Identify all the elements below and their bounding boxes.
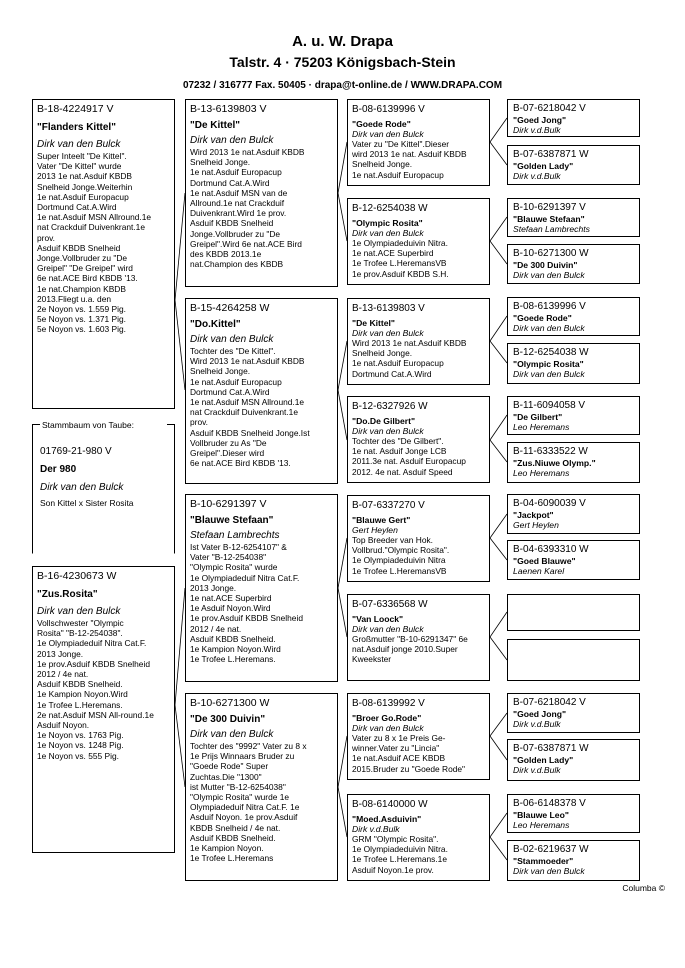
description: Vollschwester "Olympic Rosita" "B-12-254038". 1e Olympiadeduif Nitra Cat.F. 2013 Jonge. 1e prov.Asduif KBDB Snelheid 2012 / 4e nat. Asduif KBDB Snelheid. 1e Kampion Noyon.Wird 1e Trofee L.Heremans. 2e nat.Asduif MSN All-round.1e Asduif Noyon. 1e Noyon vs. 1763 Pig. 1e Noyon vs. 1248 Pig. 1e Noyon vs. 555 Pig. (37, 618, 154, 761)
subject-name: Der 980 (40, 464, 77, 475)
breeder: Dirk v.d.Bulk (513, 171, 561, 181)
breeder: Dirk van den Bulck (352, 228, 424, 238)
connector-line (175, 300, 185, 390)
pigeon-name: "Zus.Niuwe Olymp." (513, 458, 596, 468)
great-grandparent-card-8[interactable] (347, 794, 490, 881)
ancestor-card-2[interactable] (507, 145, 640, 185)
ancestor-card-9[interactable] (507, 494, 640, 534)
pigeon-name: "Goede Rode" (352, 119, 411, 129)
pigeon-name: "De 300 Duivin" (190, 714, 266, 725)
connector-line (490, 612, 507, 637)
connector-line (490, 142, 507, 165)
connector-line (490, 241, 507, 264)
great-grandparent-card-2[interactable] (347, 198, 490, 285)
ancestor-card-14[interactable] (507, 739, 640, 781)
great-grandparent-card-6[interactable] (347, 594, 490, 681)
pigeon-name: "De 300 Duivin" (513, 260, 578, 270)
pigeon-name: "Golden Lady" (513, 161, 574, 171)
ring-number: B-10-6271300 W (513, 248, 589, 259)
ring-number: B-06-6148378 V (513, 798, 586, 809)
connector-line (338, 193, 347, 241)
pigeon-name: "Zus.Rosita" (37, 589, 98, 600)
connector-line (338, 142, 347, 193)
description: Tochter des "De Gilbert". 1e nat. Asduif Jonge LCB 2011.3e nat. Asduif Europacup 2012. 4e nat. Asduif Speed (352, 436, 466, 477)
description: Top Breeder van Hok. Vollbrud."Olympic Rosita". 1e Olympiadeduivin Nitra 1e Trofee L.HeremansVB (352, 535, 450, 576)
connector-line (338, 787, 347, 837)
connector-line (175, 588, 185, 705)
subject-info: Son Kittel x Sister Rosita (40, 498, 134, 508)
pigeon-name: "Flanders Kittel" (37, 122, 116, 133)
pigeon-name: "Goed Jong" (513, 115, 567, 125)
ancestor-card-12-empty[interactable] (507, 639, 640, 681)
ancestor-card-16[interactable] (507, 840, 640, 881)
breeder: Dirk van den Bulck (513, 270, 585, 280)
description: Wird 2013 1e nat.Asduif KBDB Snelheid Jonge. 1e nat.Asduif Europacup Dortmund Cat.A.Wird 1e nat.Asduif MSN van de Allround.1e nat Crackduif Duivenkrant.Wird 1e prov. Asduif KBDB Snelheid Jonge.Vollbruder zu "De Greipel".Wird 6e nat.ACE Bird des KBDB 2013.1e nat.Champion des KBDB (190, 147, 305, 270)
ring-number: B-12-6327926 W (352, 401, 428, 412)
ring-number: B-07-6387871 W (513, 149, 589, 160)
breeder: Dirk van den Bulck (190, 334, 274, 345)
subject-ring: 01769-21-980 V (40, 446, 112, 457)
ring-number: B-07-6218042 V (513, 697, 586, 708)
connector-line (490, 813, 507, 837)
pigeon-name: "Van Loock" (352, 614, 404, 624)
ring-number: B-12-6254038 W (352, 203, 428, 214)
ring-number: B-11-6094058 V (513, 400, 586, 411)
connector-line (175, 705, 185, 787)
ring-number: B-13-6139803 V (190, 103, 267, 115)
pigeon-name: "Goede Rode" (513, 313, 572, 323)
ring-number: B-16-4230673 W (37, 570, 117, 582)
ring-number: B-08-6139996 V (352, 104, 425, 115)
breeder: Leo Heremans (513, 820, 570, 830)
grandparent-card-2[interactable] (185, 298, 338, 484)
breeder: Dirk van den Bulck (513, 866, 585, 876)
ancestor-card-1[interactable] (507, 99, 640, 137)
pigeon-name: "Blauwe Stefaan" (190, 515, 274, 526)
great-grandparent-card-5[interactable] (347, 495, 490, 582)
breeder: Stefaan Lambrechts (190, 530, 280, 541)
breeder: Dirk van den Bulck (352, 723, 424, 733)
ring-number: B-15-4264258 W (190, 302, 270, 314)
connector-line (490, 736, 507, 760)
connector-line (490, 837, 507, 860)
breeder: Dirk van den Bulck (37, 139, 121, 150)
ancestor-card-10[interactable] (507, 540, 640, 580)
breeder: Dirk v.d.Bulk (352, 824, 400, 834)
subject-breeder: Dirk van den Bulck (40, 482, 124, 493)
ring-number: B-08-6139996 V (513, 301, 586, 312)
pigeon-name: "De Kittel" (190, 120, 241, 131)
connector-line (338, 538, 347, 588)
breeder: Dirk van den Bulck (352, 129, 424, 139)
ring-number: B-10-6271300 W (190, 697, 270, 709)
subject-pigeon (32, 414, 175, 554)
connector-line (338, 588, 347, 637)
pigeon-name: "Blauwe Gert" (352, 515, 411, 525)
breeder: Dirk v.d.Bulk (513, 719, 561, 729)
ring-number: B-08-6140000 W (352, 799, 428, 810)
connector-line (338, 390, 347, 440)
connector-line (338, 736, 347, 787)
ancestor-card-5[interactable] (507, 297, 640, 336)
breeder: Dirk van den Bulck (513, 323, 585, 333)
description: Tochter des "De Kittel". Wird 2013 1e nat.Asduif KBDB Snelheid Jonge. 1e nat.Asduif Europacup Dortmund Cat.A.Wird 1e nat.Asduif MSN Allround.1e nat Crackduif Duivenkrant.1e prov. Asduif KBDB Snelheid Jonge.Ist Vollbruder zu As "De Greipel".Dieser wird 6e nat.ACE Bird KBDB '13. (190, 346, 310, 469)
description: Vater zu "De Kittel".Dieser wird 2013 1e nat. Asduif KBDB Snelheid Jonge. 1e nat.Asduif Europacup (352, 139, 467, 180)
ring-number: B-07-6218042 V (513, 103, 586, 114)
ring-number: B-07-6337270 V (352, 500, 425, 511)
breeder-address: Talstr. 4 · 75203 Königsbach-Stein (229, 54, 456, 70)
breeder: Stefaan Lambrechts (513, 224, 590, 234)
description: Tochter des "9992" Vater zu 8 x 1e Prijs Winnaars Bruder zu "Goede Rode" Super Zuchtas.Die "1300" ist Mutter "B-12-6254038" "Olympic Rosita" wurde 1e Olympiadeduif Nitra Cat.F. 1e Asduif Noyon. 1e prov.Asduif KBDB Snelheid / 4e nat. Asduif KBDB Snelheid. 1e Kampion Noyon. 1e Trofee L.Heremans (190, 741, 307, 864)
ancestor-card-6[interactable] (507, 343, 640, 384)
breeder: Dirk van den Bulck (352, 328, 424, 338)
pigeon-name: "Jackpot" (513, 510, 554, 520)
breeder: Leo Heremans (513, 468, 570, 478)
connector-line (490, 118, 507, 142)
connector-line (338, 341, 347, 390)
breeder: Gert Heylen (513, 520, 559, 530)
ring-number: B-04-6090039 V (513, 498, 586, 509)
connector-line (490, 415, 507, 440)
description: Wird 2013 1e nat.Asduif KBDB Snelheid Jonge. 1e nat.Asduif Europacup Dortmund Cat.A.Wird (352, 338, 467, 379)
breeder: Laenen Karel (513, 566, 565, 576)
connector-line (490, 514, 507, 538)
great-grandparent-card-3[interactable] (347, 298, 490, 385)
breeder-contact: 07232 / 316777 Fax. 50405 · drapa@t-online.de / WWW.DRAPA.COM (182, 80, 503, 91)
ring-number: B-13-6139803 V (352, 303, 425, 314)
breeder: Dirk van den Bulck (352, 426, 424, 436)
grandparent-card-3[interactable] (185, 494, 338, 682)
ring-number: B-10-6291397 V (513, 202, 586, 213)
mother-card[interactable] (32, 566, 175, 853)
breeder: Gert Heylen (352, 525, 398, 535)
breeder: Dirk van den Bulck (352, 624, 424, 634)
description: Großmutter "B-10-6291347" 6e nat.Asduif jonge 2010.Super Kweekster (352, 634, 468, 665)
pigeon-name: "Do.De Gilbert" (352, 416, 416, 426)
connector-line (490, 538, 507, 560)
pigeon-name: "De Gilbert" (513, 412, 563, 422)
ancestor-card-15[interactable] (507, 794, 640, 833)
ring-number: B-12-6254038 W (513, 347, 589, 358)
ancestor-card-7[interactable] (507, 396, 640, 435)
great-grandparent-card-1[interactable] (347, 99, 490, 186)
pigeon-name: "Goed Jong" (513, 709, 567, 719)
connector-line (490, 713, 507, 736)
pigeon-name: "Stammoeder" (513, 856, 574, 866)
great-grandparent-card-7[interactable] (347, 693, 490, 780)
breeder: Leo Heremans (513, 422, 570, 432)
breeder: Dirk van den Bulck (513, 369, 585, 379)
great-grandparent-card-4[interactable] (347, 396, 490, 483)
subject-label: Stammbaum von Taube: (42, 420, 134, 430)
pigeon-name: "Olympic Rosita" (513, 359, 584, 369)
connector-line (490, 341, 507, 363)
ring-number: B-02-6219637 W (513, 844, 589, 855)
ring-number: B-07-6387871 W (513, 743, 589, 754)
connector-line (175, 193, 185, 300)
pigeon-name: "Blauwe Stefaan" (513, 214, 585, 224)
breeder: Dirk van den Bulck (190, 135, 274, 146)
description: Vater zu 8 x 1e Preis Ge- winner.Vater zu "Lincia" 1e nat.Asduif ACE KBDB 2015.Bruder zu "Goede Rode" (352, 733, 466, 774)
software-credit: Columba © (622, 883, 665, 893)
pigeon-name: "Moed.Asduivin" (352, 814, 422, 824)
pigeon-name: "Goed Blauwe" (513, 556, 576, 566)
description: GRM "Olympic Rosita". 1e Olympiadeduivin Nitra. 1e Trofee L.Heremans.1e Asduif Noyon.1e prov. (352, 834, 448, 875)
ring-number: B-08-6139992 V (352, 698, 425, 709)
pigeon-name: "Broer Go.Rode" (352, 713, 422, 723)
ring-number: B-04-6393310 W (513, 544, 589, 555)
connector-line (490, 440, 507, 462)
father-card[interactable] (32, 99, 175, 409)
connector-line (490, 217, 507, 241)
connector-line (490, 637, 507, 660)
pigeon-name: "Golden Lady" (513, 755, 574, 765)
description: Super Inteelt "De Kittel". Vater "De Kittel" wurde 2013 1e nat.Asduif KBDB Snelheid Jonge.Weiterhin 1e nat.Asduif Europacup Dortmund Cat.A.Wird 1e nat.Asduif MSN Allround.1e nat Crackduif Duivenkrant.1e prov. Asduif KBDB Snelheid Jonge.Vollbruder zu "De Greipel" "De Greipel" wird 6e nat.ACE Bird KBDB '13. 1e nat.Champion KBDB 2013.Fliegt u.a. den 2e Noyon vs. 1.559 Pig. 5e Noyon vs. 1.371 Pig. 5e Noyon vs. 1.603 Pig. (37, 151, 152, 335)
ancestor-card-13[interactable] (507, 693, 640, 733)
pigeon-name: "De Kittel" (352, 318, 396, 328)
description: Ist Vater B-12-6254107" & Vater "B-12-254038" "Olympic Rosita" wurde 1e Olympiadeduif Nitra Cat.F. 2013 Jonge. 1e nat.ACE Superbird 1e Asduif Noyon.Wird 1e prov.Asduif KBDB Snelheid 2012 / 4e nat. Asduif KBDB Snelheid. 1e Kampion Noyon.Wird 1e Trofee L.Heremans. (190, 542, 303, 665)
pigeon-name: "Do.Kittel" (190, 319, 241, 330)
ancestor-card-4[interactable] (507, 244, 640, 284)
pigeon-name: "Olympic Rosita" (352, 218, 423, 228)
grandparent-card-1[interactable] (185, 99, 338, 287)
ring-number: B-10-6291397 V (190, 498, 267, 510)
breeder: Dirk v.d.Bulk (513, 125, 561, 135)
pigeon-name: "Blauwe Leo" (513, 810, 569, 820)
ring-number: B-07-6336568 W (352, 599, 428, 610)
breeder: Dirk van den Bulck (37, 606, 121, 617)
breeder: Dirk v.d.Bulk (513, 765, 561, 775)
ring-number: B-11-6333522 W (513, 446, 588, 457)
grandparent-card-4[interactable] (185, 693, 338, 881)
ring-number: B-18-4224917 V (37, 103, 114, 115)
description: 1e Olympiadeduivin Nitra. 1e nat.ACE Superbird 1e Trofee L.HeremansVB 1e prov.Asduif KBDB S.H. (352, 238, 449, 279)
breeder-name: A. u. W. Drapa (292, 33, 393, 50)
connector-line (490, 316, 507, 341)
ancestor-card-3[interactable] (507, 198, 640, 237)
breeder: Dirk van den Bulck (190, 729, 274, 740)
ancestor-card-8[interactable] (507, 442, 640, 483)
ancestor-card-11-empty[interactable] (507, 594, 640, 631)
